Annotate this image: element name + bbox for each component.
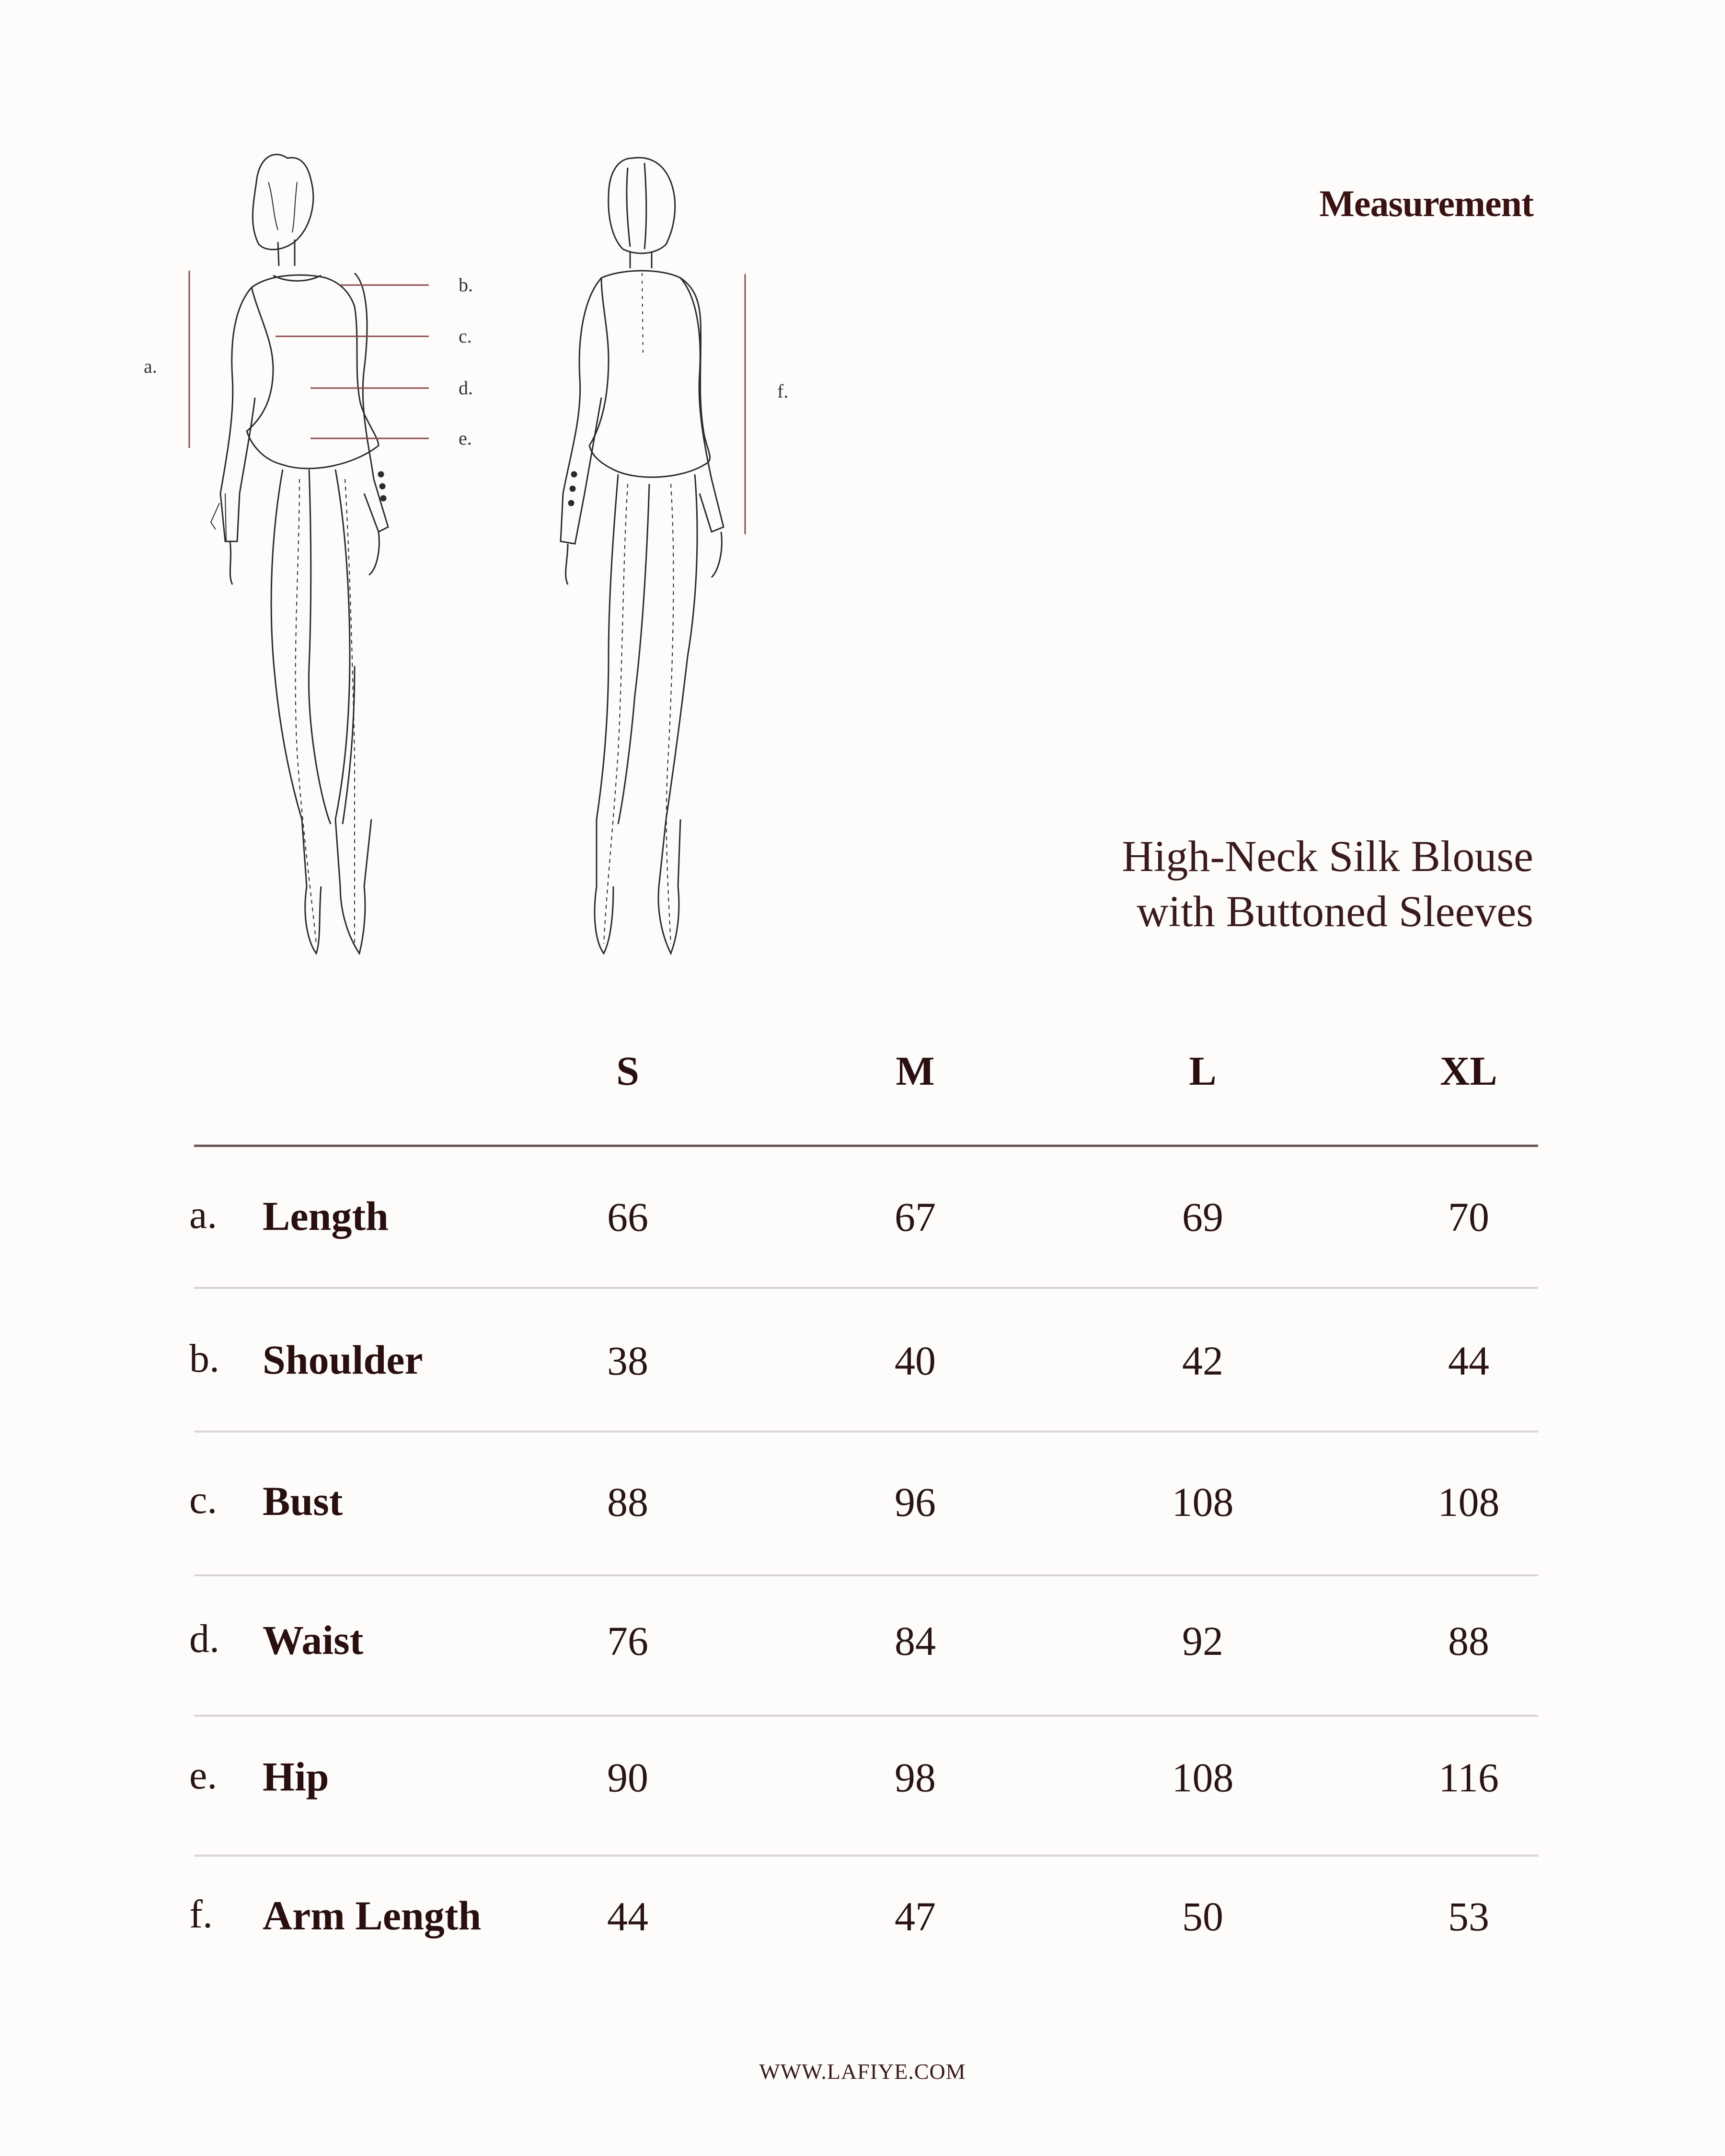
table-cell: 108 [1438, 1479, 1500, 1525]
row-divider [194, 1287, 1538, 1289]
row-divider [194, 1431, 1538, 1433]
row-divider [194, 1855, 1538, 1857]
front-figure-sketch [211, 154, 388, 953]
table-cell: 70 [1448, 1194, 1489, 1240]
row-letter: d. [189, 1617, 219, 1661]
row-label: Shoulder [263, 1337, 423, 1383]
callout-label-b: b. [459, 274, 473, 296]
row-letter: f. [189, 1892, 213, 1937]
website-url[interactable]: WWW.LAFIYE.COM [759, 2059, 966, 2084]
back-figure-sketch [561, 158, 724, 953]
table-header-rule [194, 1145, 1538, 1147]
size-header-l: L [1189, 1048, 1217, 1094]
table-cell: 38 [607, 1338, 648, 1384]
table-cell: 66 [607, 1194, 648, 1240]
callout-label-a: a. [144, 356, 157, 377]
product-title-line2: with Buttoned Sleeves [1137, 887, 1533, 936]
callout-label-f: f. [777, 380, 789, 402]
row-divider [194, 1574, 1538, 1576]
table-cell: 88 [607, 1479, 648, 1525]
row-label: Bust [263, 1478, 343, 1524]
table-cell: 44 [607, 1893, 648, 1939]
table-cell: 47 [895, 1893, 936, 1939]
callout-lines [189, 271, 745, 534]
table-cell: 40 [895, 1338, 936, 1384]
row-letter: a. [189, 1193, 218, 1237]
table-cell: 67 [895, 1194, 936, 1240]
table-cell: 96 [895, 1479, 936, 1525]
row-label: Waist [263, 1617, 364, 1663]
row-letter: c. [189, 1478, 218, 1522]
table-cell: 50 [1182, 1893, 1223, 1939]
row-letter: b. [189, 1336, 219, 1381]
callout-label-c: c. [459, 325, 472, 347]
size-header-s: S [616, 1048, 639, 1094]
table-cell: 84 [895, 1618, 936, 1664]
row-label: Arm Length [263, 1892, 482, 1938]
row-label: Length [263, 1193, 389, 1239]
row-label: Hip [263, 1754, 329, 1800]
table-cell: 92 [1182, 1618, 1223, 1664]
table-cell: 98 [895, 1755, 936, 1800]
table-cell: 44 [1448, 1338, 1489, 1384]
row-letter: e. [189, 1753, 218, 1798]
table-cell: 76 [607, 1618, 648, 1664]
size-header-xl: XL [1440, 1048, 1497, 1094]
callout-label-d: d. [459, 377, 473, 399]
table-cell: 88 [1448, 1618, 1489, 1664]
product-title [862, 829, 1533, 939]
table-cell: 42 [1182, 1338, 1223, 1384]
callout-label-e: e. [459, 427, 472, 449]
product-title-line1: High-Neck Silk Blouse [1122, 832, 1533, 881]
table-cell: 108 [1172, 1755, 1234, 1800]
table-cell: 116 [1438, 1755, 1499, 1800]
garment-illustration [129, 129, 824, 973]
row-divider [194, 1715, 1538, 1717]
table-cell: 69 [1182, 1194, 1223, 1240]
page-heading: Measurement [1319, 183, 1533, 224]
table-cell: 90 [607, 1755, 648, 1800]
size-header-m: M [896, 1048, 935, 1094]
table-cell: 53 [1448, 1893, 1489, 1939]
table-cell: 108 [1172, 1479, 1234, 1525]
